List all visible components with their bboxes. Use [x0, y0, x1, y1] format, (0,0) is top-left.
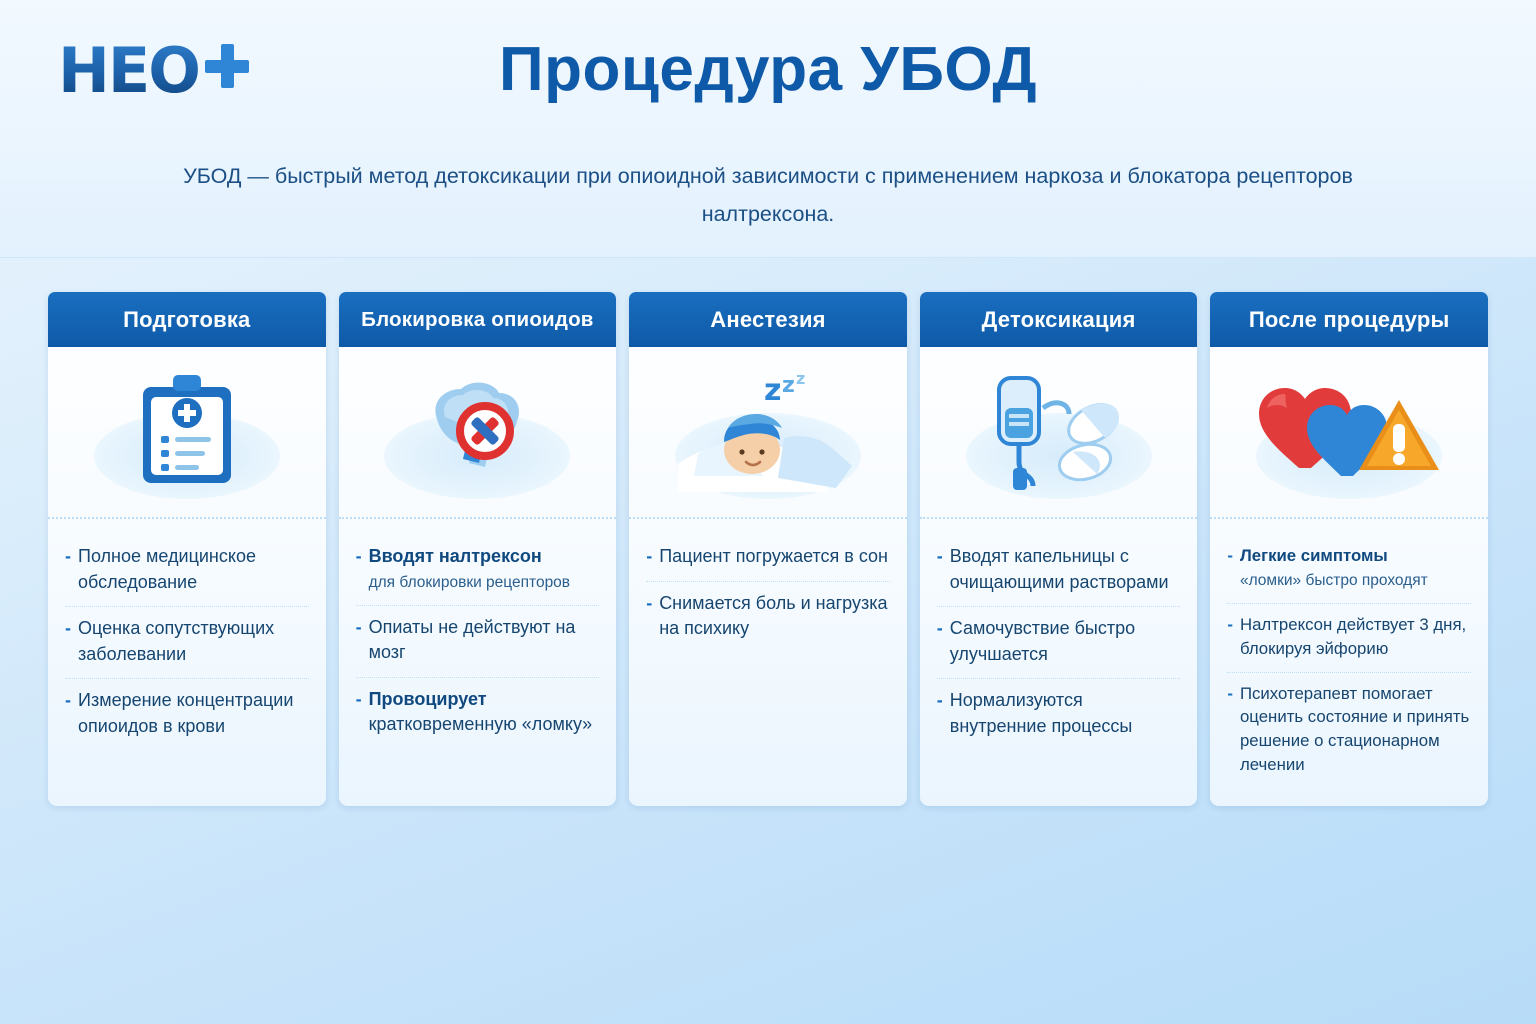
heart-warning-icon	[1249, 372, 1449, 492]
bullet-text	[369, 544, 600, 594]
header-banner	[0, 0, 1536, 258]
list-item	[937, 679, 1181, 750]
bullet-dash-icon: -	[1227, 683, 1233, 703]
page-title: Процедура УБОД	[499, 35, 1037, 104]
steps-container	[48, 292, 1488, 806]
sleeping-patient-icon	[668, 368, 868, 496]
bullet-text: Нормализуются внутренние процессы	[949, 690, 1133, 736]
step-icon-area	[629, 347, 907, 519]
step-card-detox	[920, 292, 1198, 806]
svg-text:z: z	[781, 373, 795, 398]
list-item	[1227, 535, 1471, 604]
brand-logo-text: HEO	[58, 34, 199, 107]
bullet-subtext: для блокировки рецепторов	[368, 573, 571, 591]
step-card-title: Детоксикация	[920, 292, 1198, 347]
step-card-title: После процедуры	[1210, 292, 1488, 347]
bullet-text: Полное медицинское обследование	[78, 546, 256, 592]
bullet-text: Оценка сопутствующих заболевании	[78, 618, 275, 664]
step-bullets	[1210, 519, 1488, 806]
bullet-text	[1240, 544, 1471, 592]
svg-text:z: z	[763, 373, 782, 408]
page-subtitle: УБОД — быстрый метод детоксикации при опиоидной зависимости с применением наркоза и блокатора рецепторов налтрексона.	[183, 164, 1353, 226]
bullet-text: Самочувствие быстро улучшается	[949, 618, 1136, 664]
step-card-preparation	[48, 292, 326, 806]
bullet-dash-icon: -	[1227, 614, 1233, 634]
step-bullets	[339, 519, 617, 806]
list-item	[1227, 604, 1471, 673]
step-card-aftercare	[1210, 292, 1488, 806]
bullet-text: Опиаты не действуют на мозг	[368, 616, 576, 663]
bullet-text: Снимается боль и нагрузка на психику	[659, 592, 888, 639]
list-item	[646, 582, 890, 653]
bullet-dash-icon: -	[65, 690, 71, 711]
step-icon-area	[1210, 347, 1488, 519]
step-icon-area	[48, 347, 326, 519]
step-card-title: Анестезия	[629, 292, 907, 347]
list-item	[65, 607, 309, 679]
step-bullets	[629, 519, 907, 806]
bullet-text: Психотерапевт помогает оценить состояние и принять решение о стационарном лечении	[1239, 683, 1470, 775]
list-item	[356, 535, 600, 606]
bullet-dash-icon: -	[936, 618, 943, 639]
iv-drip-pills-icon	[969, 368, 1149, 496]
bullet-text: Налтрексон действует 3 дня, блокируя эйфорию	[1239, 614, 1467, 658]
bullet-dash-icon: -	[646, 546, 653, 566]
bullet-dash-icon: -	[936, 546, 943, 566]
list-item	[937, 607, 1181, 679]
step-card-title: Блокировка опиоидов	[339, 292, 617, 347]
step-card-opioid-blocking	[339, 292, 617, 806]
bullet-text	[369, 687, 600, 738]
bullet-dash-icon: -	[65, 618, 71, 639]
step-card-anesthesia	[629, 292, 907, 806]
clipboard-medical-icon	[133, 373, 241, 491]
bullet-dash-icon: -	[355, 616, 362, 637]
bullet-dash-icon: -	[355, 688, 362, 709]
list-item	[65, 679, 309, 750]
bullet-strong: Провоцирует	[368, 688, 487, 709]
bullet-dash-icon: -	[646, 592, 653, 613]
svg-text:z: z	[795, 369, 806, 388]
list-item	[1227, 673, 1471, 788]
bullet-dash-icon: -	[936, 690, 943, 711]
bullet-text-after: кратковременную «ломку»	[368, 714, 593, 735]
bullet-text: Измерение концентрации опиоидов в крови	[78, 690, 294, 736]
bullet-subtext: «ломки» быстро проходят	[1239, 571, 1428, 589]
list-item	[356, 606, 600, 678]
step-bullets	[48, 519, 326, 806]
list-item	[937, 535, 1181, 607]
brain-blocked-icon	[407, 373, 547, 491]
step-card-title: Подготовка	[48, 292, 326, 347]
bullet-strong: Вводят налтрексон	[368, 546, 542, 566]
step-bullets	[920, 519, 1198, 806]
list-item	[646, 535, 890, 582]
bullet-strong: Легкие симптомы	[1239, 546, 1388, 565]
bullet-dash-icon: -	[1227, 546, 1233, 565]
step-icon-area	[920, 347, 1198, 519]
bullet-dash-icon: -	[65, 546, 71, 566]
list-item	[65, 535, 309, 607]
step-icon-area	[339, 347, 617, 519]
bullet-dash-icon: -	[355, 546, 362, 566]
bullet-text: Пациент погружается в сон	[659, 546, 889, 566]
bullet-text: Вводят капельницы с очищающими растворами	[949, 546, 1169, 592]
list-item	[356, 678, 600, 749]
